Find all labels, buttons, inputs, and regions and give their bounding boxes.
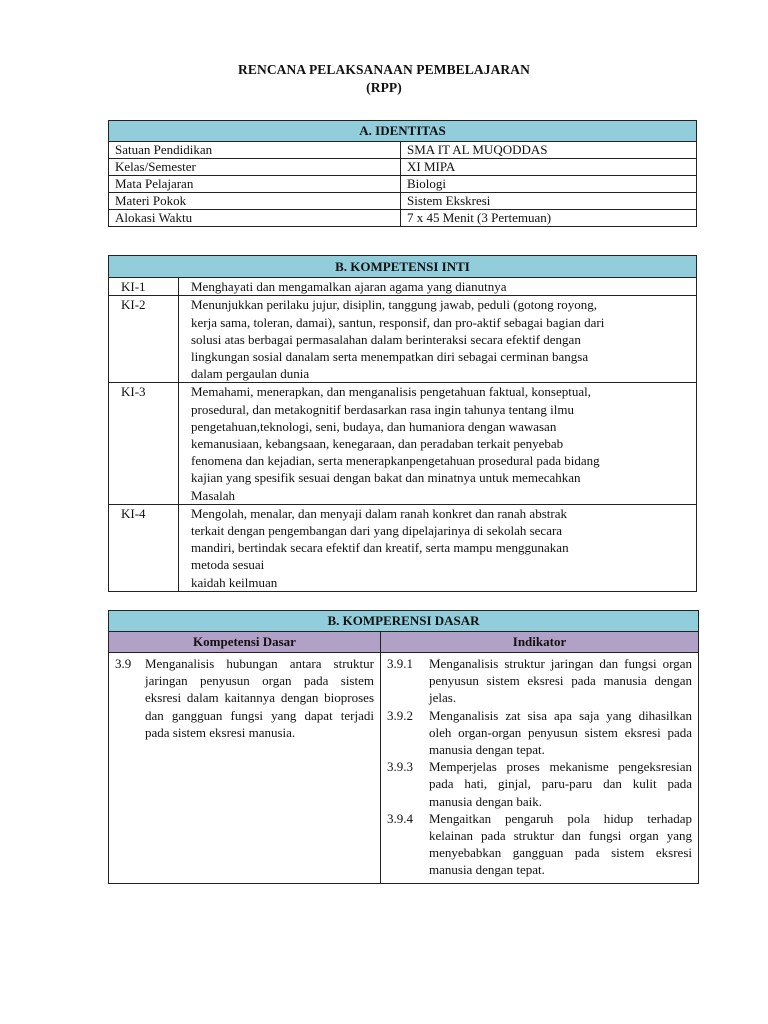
indikator-text: Mengaitkan pengaruh pola hidup terhadap kelainan pada struktur dan fungsi organ yang menyebabkan gangguan pada sistem eksresi manusia dengan tepat. [429, 810, 693, 878]
ki-line: pengetahuan,teknologi, seni, budaya, dan humaniora dengan wawasan [191, 418, 557, 434]
ki-line: Menghayati dan mengamalkan ajaran agama yang dianutnya [191, 279, 507, 295]
ki-line: metoda sesuai [191, 557, 265, 573]
kd-column-header: Kompetensi Dasar [109, 632, 381, 653]
ki-row [109, 278, 697, 296]
ki-row [109, 383, 697, 504]
ki-code: KI-2 [109, 296, 179, 383]
kd-cell [109, 653, 381, 884]
identitas-value: 7 x 45 Menit (3 Pertemuan) [401, 210, 697, 227]
ki-line: kerja sama, toleran, damai), santun, responsif, dan pro-aktif sebagai bagian dari [191, 314, 605, 330]
ki-line: kemanusiaan, kebangsaan, kenegaraan, dan peradaban terkait penyebab [191, 436, 564, 452]
kd-row [109, 653, 699, 884]
ki-line: Menunjukkan perilaku jujur, disiplin, tanggung jawab, peduli (gotong royong, [191, 297, 598, 313]
ki-line: prosedural, dan metakognitif berdasarkan rasa ingin tahunya tentang ilmu [191, 401, 575, 417]
identitas-value: SMA IT AL MUQODDAS [401, 142, 697, 159]
indikator-cell [381, 653, 699, 884]
document-title: RENCANA PELAKSANAAN PEMBELAJARAN [238, 62, 530, 77]
indikator-code: 3.9.3 [387, 759, 413, 775]
identitas-heading: A. IDENTITAS [109, 121, 697, 142]
identitas-row [109, 142, 697, 159]
identitas-row [109, 193, 697, 210]
identitas-table [108, 120, 697, 227]
indikator-item [387, 655, 692, 707]
ki-line: kaidah keilmuan [191, 574, 278, 590]
ki-line: Memahami, menerapkan, dan menganalisis pengetahuan faktual, konseptual, [191, 384, 591, 400]
ki-code: KI-4 [109, 504, 179, 591]
indikator-item [387, 810, 692, 879]
ki-line: Mengolah, menalar, dan menyaji dalam ranah konkret dan ranah abstrak [191, 505, 567, 521]
kompetensi-dasar-heading: B. KOMPERENSI DASAR [109, 611, 699, 632]
kompetensi-dasar-table [108, 610, 699, 884]
ki-line: dalam pergaulan dunia [191, 366, 310, 382]
identitas-label: Kelas/Semester [109, 159, 401, 176]
ki-line: mandiri, bertindak secara efektif dan kreatif, serta mampu menggunakan [191, 540, 569, 556]
ki-line: lingkungan sosial danalam serta menempatkan diri sebagai cerminan bangsa [191, 349, 589, 365]
ki-line: solusi atas berbagai permasalahan dalam berinteraksi secara efektif dengan [191, 331, 581, 347]
identitas-row [109, 176, 697, 193]
indikator-code: 3.9.4 [387, 810, 413, 826]
identitas-row [109, 210, 697, 227]
ki-row [109, 504, 697, 591]
indikator-text: Menganalisis zat sisa apa saja yang dihasilkan oleh organ-organ penyusun sistem eksresi pada manusia dengan tepat. [429, 707, 693, 758]
indikator-text: Memperjelas proses mekanisme pengeksresian pada hati, ginjal, paru-paru dan kulit pada manusia dengan baik. [429, 759, 693, 809]
kd-text: Menganalisis hubungan antara struktur jaringan penyusun organ pada sistem eksresi dalam kaitannya dengan bioproses dan gangguan fungsi yang dapat terjadi pada sistem eksresi manusia. [145, 656, 374, 740]
identitas-value: Sistem Ekskresi [401, 193, 697, 210]
identitas-label: Materi Pokok [109, 193, 401, 210]
ki-description [179, 296, 697, 383]
ki-row [109, 296, 697, 383]
ki-code: KI-1 [109, 278, 179, 296]
identitas-row [109, 159, 697, 176]
ki-code: KI-3 [109, 383, 179, 504]
ki-line: fenomena dan kejadian, serta menerapkanpengetahuan prosedural pada bidang [191, 453, 600, 469]
identitas-value: XI MIPA [401, 159, 697, 176]
ki-description [179, 504, 697, 591]
indikator-code: 3.9.2 [387, 707, 413, 723]
ki-description [179, 278, 697, 296]
ki-line: Masalah [191, 487, 236, 503]
identitas-value: Biologi [401, 176, 697, 193]
ki-description [179, 383, 697, 504]
indikator-code: 3.9.1 [387, 656, 413, 671]
kd-item [115, 655, 374, 741]
indikator-text: Menganalisis struktur jaringan dan fungsi organ penyusun sistem eksresi pada manusia dengan jelas. [429, 656, 693, 706]
identitas-label: Alokasi Waktu [109, 210, 401, 227]
kompetensi-inti-table [108, 255, 697, 592]
kompetensi-inti-heading: B. KOMPETENSI INTI [109, 256, 697, 278]
identitas-label: Satuan Pendidikan [109, 142, 401, 159]
indikator-item [387, 758, 692, 810]
kd-code: 3.9 [115, 656, 132, 671]
indikator-item [387, 707, 692, 759]
ki-line: terkait dengan pengembangan dari yang dipelajarinya di sekolah secara [191, 523, 563, 539]
identitas-label: Mata Pelajaran [109, 176, 401, 193]
indikator-column-header: Indikator [381, 632, 699, 653]
document-subtitle: (RPP) [366, 80, 402, 95]
ki-line: kajian yang spesifik sesuai dengan bakat dan minatnya untuk memecahkan [191, 470, 581, 486]
